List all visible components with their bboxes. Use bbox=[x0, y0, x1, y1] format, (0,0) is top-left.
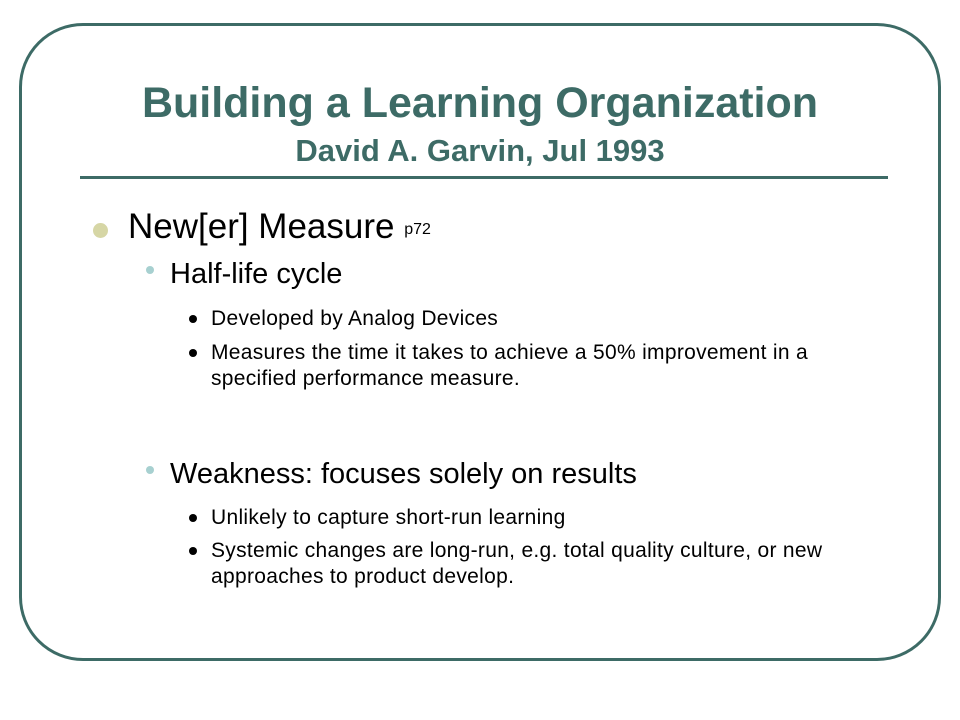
level3-bullet-icon bbox=[189, 315, 197, 323]
section-label-weakness: Weakness: focuses solely on results bbox=[170, 458, 637, 490]
section-label-half-life: Half-life cycle bbox=[170, 258, 343, 290]
level3-bullet-icon bbox=[189, 349, 197, 357]
section1-point-2: Measures the time it takes to achieve a 50% improvement in a specified performance measure. bbox=[211, 341, 808, 390]
section1-point-1: Developed by Analog Devices bbox=[211, 307, 499, 330]
level2-bullet-icon bbox=[146, 266, 154, 274]
level3-bullet-icon bbox=[189, 514, 197, 522]
bullet-heading bbox=[128, 207, 431, 250]
slide-title: Building a Learning Organization bbox=[141, 79, 819, 127]
heading-text: New[er] Measure bbox=[128, 207, 395, 246]
slide-subtitle: David A. Garvin, Jul 1993 bbox=[295, 133, 665, 168]
level1-bullet-icon bbox=[93, 223, 108, 238]
level3-bullet-icon bbox=[189, 547, 197, 555]
level2-bullet-icon bbox=[146, 466, 154, 474]
section2-point-1: Unlikely to capture short-run learning bbox=[211, 506, 566, 529]
section2-point-2: Systemic changes are long-run, e.g. total quality culture, or new approaches to product develop. bbox=[211, 539, 823, 588]
heading-page-ref: p72 bbox=[404, 221, 431, 238]
